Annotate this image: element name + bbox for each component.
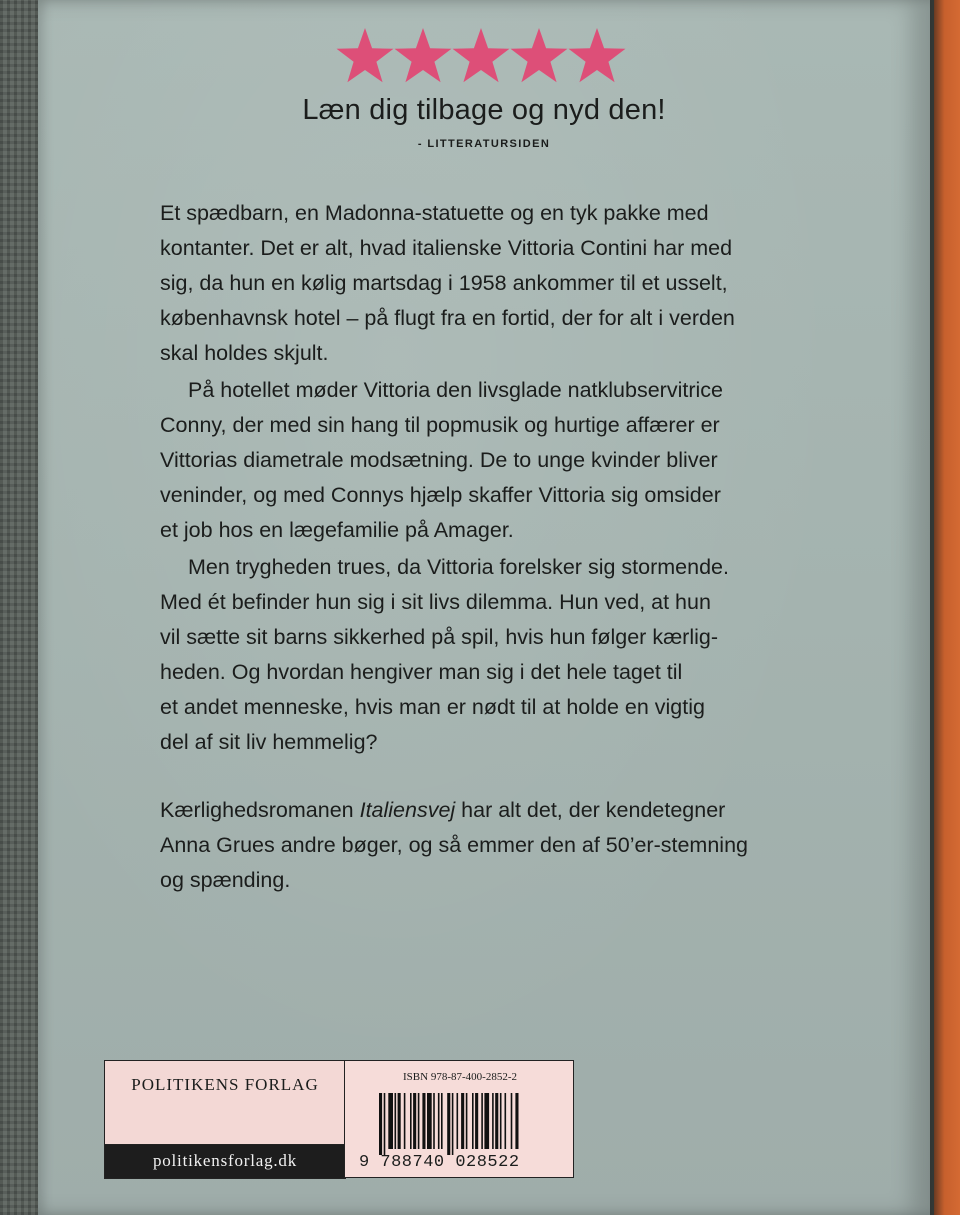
barcode-bar [515, 1093, 518, 1149]
blurb-text [160, 196, 850, 898]
barcode-bar [492, 1093, 494, 1149]
blurb-line: På hotellet møder Vittoria den livsglade natklubservitrice [188, 378, 723, 402]
blurb-line: Men trygheden trues, da Vittoria forelsker sig stormende. [188, 555, 729, 579]
barcode-bar [495, 1093, 498, 1149]
barcode-bar [395, 1093, 397, 1149]
barcode-bar [505, 1093, 507, 1149]
barcode-bar [398, 1093, 401, 1149]
barcode-bar [447, 1093, 450, 1155]
star-icon [453, 28, 510, 82]
isbn-box [344, 1060, 574, 1178]
barcode-bar [418, 1093, 420, 1149]
orange-book-edge [934, 0, 960, 1215]
blurb-line: Conny, der med sin hang til popmusik og hurtige affærer er [160, 413, 720, 437]
barcode-bar [413, 1093, 416, 1149]
barcode-bar [427, 1093, 432, 1149]
blurb-paragraph-2 [160, 373, 850, 548]
barcode-bar [384, 1093, 386, 1155]
blurb-text-fragment: har alt det, der kendetegner [455, 798, 726, 822]
barcode-digits: 9 788740 028522 [359, 1153, 520, 1172]
star-icon [569, 28, 626, 82]
blurb-text-fragment: Kærlighedsromanen [160, 798, 360, 822]
barcode-bar [511, 1093, 513, 1149]
review-quote: Læn dig tilbage og nyd den! [302, 94, 666, 126]
barcode-bar [457, 1093, 459, 1149]
barcode-bar [388, 1093, 393, 1149]
blurb-paragraph-3 [160, 550, 850, 760]
blurb-line: Vittorias diametrale modsætning. De to unge kvinder bliver [160, 448, 718, 472]
publisher-name-box [104, 1060, 346, 1146]
blurb-line: skal holdes skjult. [160, 341, 329, 365]
blurb-line: Med ét befinder hun sig i sit livs dilemma. Hun ved, at hun [160, 590, 711, 614]
rating-stars [336, 24, 626, 88]
blurb-line: kontanter. Det er alt, hvad italienske Vittoria Contini har med [160, 236, 733, 260]
barcode-bar [484, 1093, 489, 1149]
barcode-bar [472, 1093, 474, 1149]
publisher-url: politikensforlag.dk [152, 1151, 298, 1170]
barcode-bar [466, 1093, 468, 1149]
blurb-paragraph-1 [160, 196, 850, 371]
blurb-line: sig, da hun en kølig martsdag i 1958 ankommer til et usselt, [160, 271, 728, 295]
barcode-bar [404, 1093, 406, 1149]
blurb-line: københavnsk hotel – på flugt fra en fortid, der for alt i verden [160, 306, 735, 330]
barcode-bar [379, 1093, 382, 1155]
barcode-bar [410, 1093, 412, 1149]
star-icon [337, 28, 394, 82]
barcode-bar [481, 1093, 483, 1149]
blurb-line: et job hos en lægefamilie på Amager. [160, 518, 514, 542]
barcode-bar [500, 1093, 502, 1149]
barcode-icon [379, 1093, 557, 1155]
barcode-bar [422, 1093, 425, 1149]
blurb-line: heden. Og hvordan hengiver man sig i det hele taget til [160, 660, 683, 684]
book-title: Italiensvej [359, 798, 456, 822]
blurb-line [160, 793, 850, 828]
book-back-cover [38, 0, 930, 1215]
publisher-imprint [104, 1060, 574, 1178]
blurb-line: vil sætte sit barns sikkerhed på spil, hvis hun følger kærlig- [160, 625, 719, 649]
barcode-bar [441, 1093, 443, 1149]
barcode-bar [433, 1093, 435, 1149]
blurb-line: et andet menneske, hvis man er nødt til at holde en vigtig [160, 695, 705, 719]
barcode-bar [461, 1093, 464, 1149]
blurb-paragraph-4 [160, 793, 850, 898]
star-icon [511, 28, 568, 82]
star-icon [395, 28, 452, 82]
barcode-bar [475, 1093, 478, 1149]
publisher-url-box [104, 1144, 346, 1179]
barcode-bar [438, 1093, 440, 1149]
publisher-name: POLITIKENS FORLAG [131, 1075, 319, 1094]
review-source: - LITTERATURSIDEN [417, 138, 551, 150]
blurb-line: Anna Grues andre bøger, og så emmer den af 50’er-stemning [160, 833, 748, 857]
blurb-line: Et spædbarn, en Madonna-statuette og en tyk pakke med [160, 201, 709, 225]
blurb-line: og spænding. [160, 868, 291, 892]
isbn-number: ISBN 978-87-400-2852-2 [403, 1071, 517, 1083]
blurb-line: veninder, og med Connys hjælp skaffer Vittoria sig omsider [160, 483, 721, 507]
barcode-bar [452, 1093, 454, 1155]
blurb-line: del af sit liv hemmelig? [160, 730, 378, 754]
